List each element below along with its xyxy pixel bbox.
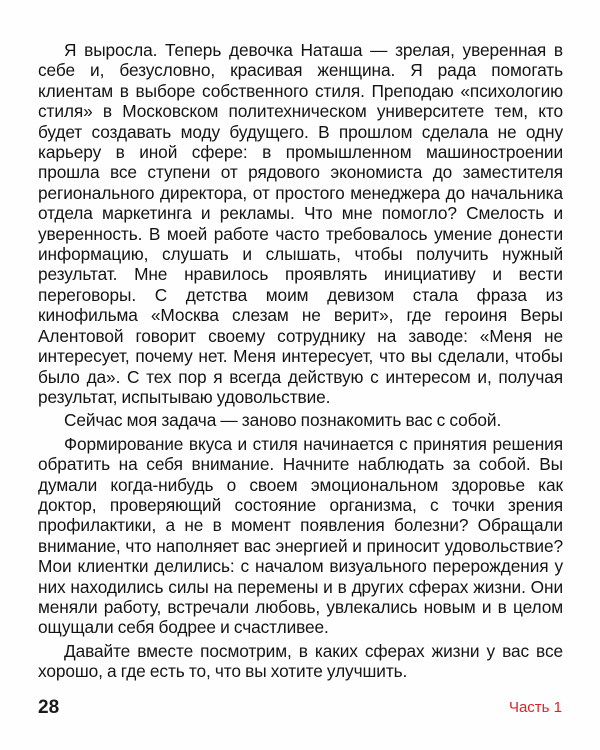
page-footer [38, 697, 562, 723]
body-text [38, 40, 563, 682]
section-label: Часть 1 [508, 699, 562, 716]
paragraph-intro: Я выросла. Теперь девочка Наташа — зрелая, уверенная в себе и, безусловно, красивая женщина. Я рада помогать клиентам в выборе собственного стиля. Преподаю «психологию стиля» в Московском политехническом университете тем, кто будет создавать моду будущего. В прошлом сделала не одну карьеру в иной сфере: в промышленном машиностроении прошла все ступени от рядового экономиста до заместителя регионального директора, от простого менеджера до начальника отдела маркетинга и рекламы. Что мне помогло? Смелость и уверенность. В моей работе часто требовалось умение донести информацию, слушать и слышать, чтобы получить нужный результат. Мне нравилось проявлять инициативу и вести переговоры. С детства моим девизом стала фраза из кинофильма «Москва слезам не верит», где героиня Веры Алентовой говорит своему сотруднику на заводе: «Меня не интересует, почему нет. Меня интересует, что вы сделали, чтобы было да». С тех пор я всегда действую с интересом и, получая результат, испытываю удовольствие. [38, 40, 563, 407]
paragraph-task: Сейчас моя задача — заново познакомить вас с собой. [64, 410, 502, 431]
paragraph-closing: Давайте вместе посмотрим, в каких сферах жизни у вас все хорошо, а где есть то, что вы хотите улучшить. [38, 640, 563, 682]
page-number: 28 [38, 697, 60, 718]
paragraph-taste-style: Формирование вкуса и стиля начинается с принятия решения обратить на себя внимание. Начните наблюдать за собой. Вы думали когда-нибудь о своем эмоциональном здоровье как доктор, проверяющий состояние организма, с точки зрения профилактики, а не в момент появления болезни? Обращали внимание, что наполняет вас энергией и приносит удовольствие? Мои клиентки делились: с началом визуального перерождения у них находились силы на перемены и в других сферах жизни. Они меняли работу, встречали любовь, увлекались новым и в целом ощущали себя бодрее и счастливее. [38, 433, 563, 638]
